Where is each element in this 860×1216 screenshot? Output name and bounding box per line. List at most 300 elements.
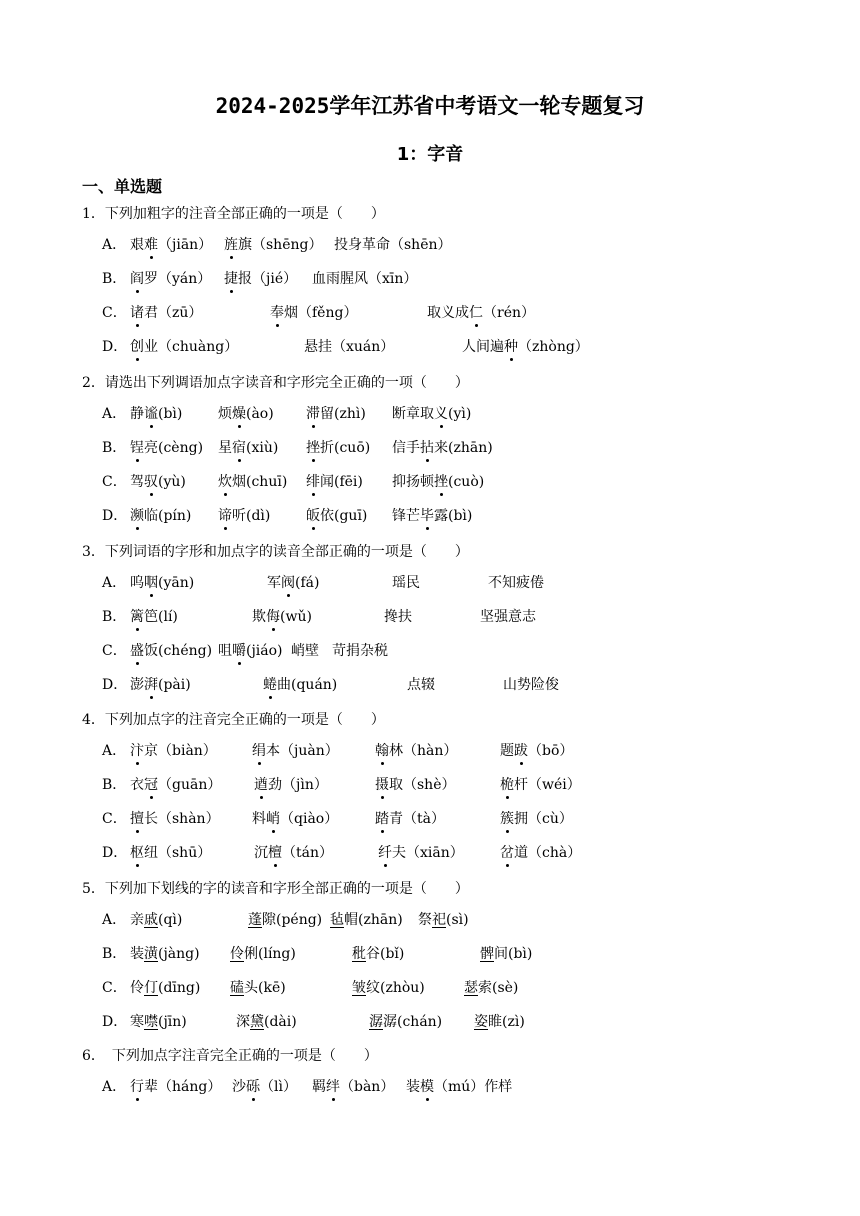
option-term [407,674,435,694]
term-text: 潺(chán) [383,1014,443,1030]
dotted-char: 阎 [130,268,144,288]
dotted-char: 谛 [218,505,232,525]
option-term [130,909,182,929]
term-text: (qì) [158,912,183,928]
dotted-char: 翰 [375,740,389,760]
option-letter: B． [102,271,127,287]
term-text: 青（tà） [389,811,445,827]
term-text: 烟（fěng） [284,305,358,321]
underlined-char: 磕 [230,980,244,996]
dotted-char: 峭 [266,808,280,828]
option-term [230,943,296,963]
term-text: (bì) [158,406,183,422]
dotted-char: 种 [504,336,518,356]
term-text: 间(bì) [494,946,533,962]
option-term [500,774,581,794]
term-text: 睢(zì) [488,1014,525,1030]
dotted-char: 宿 [232,437,246,457]
underlined-char: 仃 [144,980,158,996]
option-term [462,336,589,356]
dotted-char: 奉 [270,302,284,322]
term-text: (cuò) [448,474,485,490]
dotted-char: 毕 [420,505,434,525]
term-text: 寒 [130,1014,144,1030]
term-text: 纹(zhòu) [366,980,425,996]
term-text: 亲 [130,912,144,928]
option-term [254,842,333,862]
term-text: 道（chà） [514,845,582,861]
term-text: 亮(cèng) [144,440,204,456]
term-text: 烟(chuī) [232,474,288,490]
term-text: （bō） [528,743,574,759]
dotted-char: 模 [420,1076,434,1096]
term-text: 衣 [130,777,144,793]
option-term [418,909,469,929]
page-title: 2024-2025学年江苏省中考语文一轮专题复习 [215,94,645,118]
answer-option [102,234,802,258]
answer-option [102,842,802,866]
option-term [500,740,573,760]
underlined-char: 皱 [352,980,366,996]
term-text: 深 [236,1014,250,1030]
answer-option [102,505,802,529]
option-term [392,505,472,525]
term-text: 临(pín) [144,508,192,524]
option-term [480,606,536,626]
option-term [375,774,456,794]
term-text: (pài) [158,677,191,693]
option-letter: A． [102,406,127,422]
term-text: （qiào） [280,811,339,827]
answer-option [102,403,802,427]
dotted-char: 盛 [130,640,144,660]
term-text: 夫（xiān） [392,845,464,861]
dotted-char: 侮 [266,606,280,626]
option-term [503,674,559,694]
term-text: 帽(zhān) [344,912,403,928]
option-letter: A． [102,912,127,928]
term-text: 羁 [312,1079,326,1095]
term-text: 澎 [130,677,144,693]
underlined-char: 蓬 [248,912,262,928]
answer-option [102,437,802,461]
answer-option [102,572,802,596]
option-letter: A． [102,1079,127,1095]
option-term [130,774,221,794]
answer-option [102,740,802,764]
term-text: （guān） [158,777,222,793]
option-term [224,234,322,254]
option-term [352,977,425,997]
underlined-char: 瑟 [464,980,478,996]
term-text: 艰 [130,237,144,253]
option-term [130,572,194,592]
term-text: 锋芒 [392,508,420,524]
dotted-char: 砾 [246,1076,260,1096]
question-stem: 6． 下列加点字注音完全正确的一项是（ ） [82,1048,378,1064]
option-term [230,977,286,997]
term-text: 驾 [130,474,144,490]
term-text: 长（shàn） [144,811,220,827]
dotted-char: 阀 [281,572,295,592]
option-term [384,606,412,626]
term-text: (jīn) [158,1014,187,1030]
option-term [334,234,452,254]
term-text: （lì） [260,1079,297,1095]
question-stem: 1．下列加粗字的注音全部正确的一项是（ ） [82,206,385,222]
option-letter: C． [102,474,127,490]
question-stem: 4．下列加点字的注音完全正确的一项是（ ） [82,712,385,728]
dotted-char: 汴 [130,740,144,760]
term-text: (yān) [158,575,195,591]
option-term [500,842,581,862]
dotted-char: 绯 [306,471,320,491]
option-term [488,572,544,592]
term-text: 军 [267,575,281,591]
term-text: 欺 [252,609,266,625]
underlined-char: 潺 [369,1014,383,1030]
term-text: 人间遍 [462,339,504,355]
page-subtitle: 1：字音 [396,144,464,165]
term-text: 曲(quán) [277,677,338,693]
question-stem: 5．下列加下划线的字的读音和字形全部正确的一项是（ ） [82,881,469,897]
dotted-char: 跋 [514,740,528,760]
term-text: 京（biàn） [144,743,217,759]
option-letter: B． [102,609,127,625]
option-term [304,336,394,356]
option-term [306,471,363,491]
option-term [474,1011,525,1031]
option-term [130,1011,187,1031]
term-text: 辈（háng） [144,1079,222,1095]
term-text: 闻(fēi) [320,474,363,490]
dotted-char: 蜷 [263,674,277,694]
dotted-char: 拈 [420,437,434,457]
option-term [427,302,535,322]
option-term [130,808,220,828]
term-text: （rén） [483,305,535,321]
term-text: (jàng) [158,946,200,962]
term-text: 悬挂（xuán） [304,339,395,355]
answer-option [102,909,802,933]
term-text: 来(zhān) [434,440,493,456]
term-text: 俐(líng) [244,946,296,962]
term-text: (dīng) [158,980,201,996]
option-letter: D． [102,677,128,693]
term-text: (wǔ) [280,609,312,625]
dotted-char: 摄 [375,774,389,794]
option-term [267,572,319,592]
option-term [218,505,270,525]
term-text: 血雨腥 [312,271,354,287]
term-text: 断章取 [392,406,434,422]
option-term [218,640,283,660]
option-term [232,1076,297,1096]
option-term [248,909,322,929]
dotted-char: 嚼 [232,640,246,660]
answer-option [102,1076,802,1100]
term-text: (xiù) [246,440,279,456]
option-term [352,943,404,963]
option-term [375,740,457,760]
term-text: 拥（cù） [514,811,573,827]
option-letter: B． [102,440,127,456]
dotted-char: 燥 [232,403,246,423]
option-term [130,403,182,423]
option-term [130,943,200,963]
dotted-char: 篱 [130,606,144,626]
option-term [375,808,445,828]
underlined-char: 潢 [144,946,158,962]
option-term [500,808,573,828]
term-text: 瑶民 [392,575,420,591]
option-letter: C． [102,305,127,321]
term-text: （jiān） [158,237,213,253]
term-text: （tán） [282,845,333,861]
option-term [130,302,202,322]
term-text: 林（hàn） [389,743,458,759]
option-term [130,234,212,254]
term-text: 料 [252,811,266,827]
dotted-char: 擅 [130,808,144,828]
dotted-char: 炊 [218,471,232,491]
question-stem: 3．下列词语的字形和加点字的读音全部正确的一项是（ ） [82,544,469,560]
underlined-char: 髀 [480,946,494,962]
option-term [312,1076,394,1096]
option-term [306,403,366,423]
dotted-char: 桅 [500,774,514,794]
dotted-char: 绢 [252,740,266,760]
term-text: 取（shè） [389,777,456,793]
option-term [406,1076,512,1096]
option-term [378,842,464,862]
dotted-char: 旌 [224,234,238,254]
dotted-char: 纤 [378,842,392,862]
term-text: 劲（jìn） [268,777,328,793]
term-text: 搀扶 [384,609,412,625]
option-letter: D． [102,845,128,861]
answer-option [102,640,802,664]
option-term [252,808,338,828]
term-text: 取义成 [427,305,469,321]
question-stem: 2．请选出下列调语加点字读音和字形完全正确的一项（ ） [82,375,469,391]
term-text: 露(bì) [434,508,473,524]
term-text: 罗（yán） [144,271,212,287]
term-text: 饭(chéng) [144,643,213,659]
term-text: 咀 [218,643,232,659]
term-text: 听(dì) [232,508,271,524]
term-text: 烦 [218,406,232,422]
option-term [218,471,287,491]
answer-option [102,606,802,630]
option-letter: A． [102,575,127,591]
term-text: (yì) [448,406,472,422]
option-term [312,268,417,288]
term-text: 祭 [418,912,432,928]
section-heading: 一、单选题 [82,177,163,196]
option-term [306,437,370,457]
term-text: 坚强意志 [480,609,536,625]
option-term [130,336,238,356]
dotted-char: 湃 [144,674,158,694]
dotted-char: 遒 [254,774,268,794]
option-letter: D． [102,1014,128,1030]
dotted-char: 挫 [306,437,320,457]
answer-option [102,1011,802,1035]
option-term [130,674,191,694]
option-term [291,640,319,660]
dotted-char: 谧 [144,403,158,423]
option-term [130,606,178,626]
dotted-char: 行 [130,1076,144,1096]
term-text: 报（jié） [238,271,298,287]
option-term [130,977,200,997]
term-text: （bàn） [340,1079,395,1095]
term-text: 谷(bǐ) [366,946,405,962]
underlined-char: 姿 [474,1014,488,1030]
option-term [236,1011,297,1031]
term-text: 静 [130,406,144,422]
option-term [306,505,367,525]
term-text: 题 [500,743,514,759]
dotted-char: 皈 [306,505,320,525]
term-text: (fá) [295,575,320,591]
option-term [218,437,278,457]
option-term [263,674,337,694]
term-text: 苛捐杂税 [332,643,388,659]
option-term [130,505,191,525]
option-term [330,909,403,929]
option-term [130,268,211,288]
option-term [480,943,532,963]
underlined-char: 祀 [432,912,446,928]
term-text: 伶 [130,980,144,996]
term-text: 笆(lí) [144,609,178,625]
answer-option [102,943,802,967]
option-term [254,774,328,794]
underlined-char: 秕 [352,946,366,962]
answer-option [102,808,802,832]
term-text: 沙 [232,1079,246,1095]
option-term [218,403,274,423]
term-text: 星 [218,440,232,456]
answer-option [102,302,802,326]
option-term [224,268,297,288]
option-letter: B． [102,946,127,962]
term-text: 头(kē) [244,980,286,996]
term-text: 沉 [254,845,268,861]
term-text: 纽（shū） [144,845,212,861]
term-text: 点辍 [407,677,435,693]
option-letter: C． [102,811,127,827]
option-letter: A． [102,237,127,253]
underlined-char: 黛 [250,1014,264,1030]
option-term [130,471,186,491]
term-text: （zhòng） [518,339,589,355]
option-term [464,977,518,997]
dotted-char: 义 [434,403,448,423]
underlined-char: 伶 [230,946,244,962]
term-text: 装 [406,1079,420,1095]
term-text: 本（juàn） [266,743,339,759]
dotted-char: 锃 [130,437,144,457]
term-text: 投身革命（shēn） [334,237,452,253]
option-term [392,403,471,423]
option-term [130,740,217,760]
dotted-char: 捷 [224,268,238,288]
option-letter: D． [102,508,128,524]
term-text: 信手 [392,440,420,456]
option-letter: C． [102,980,127,996]
term-text: 业（chuàng） [144,339,239,355]
option-term [369,1011,442,1031]
option-term [392,572,420,592]
option-term [392,471,484,491]
option-term [332,640,388,660]
term-text: 杆（wéi） [514,777,581,793]
underlined-char: 毡 [330,912,344,928]
option-term [130,1076,221,1096]
dotted-char: 冠 [144,774,158,794]
term-text: 隙(péng) [262,912,323,928]
option-term [252,740,339,760]
term-text: 装 [130,946,144,962]
dotted-char: 仁 [469,302,483,322]
option-term [130,842,211,862]
underlined-char: 噤 [144,1014,158,1030]
option-term [130,437,203,457]
term-text: 峭壁 [291,643,319,659]
term-text: (dài) [264,1014,297,1030]
term-text: (jiáo) [246,643,283,659]
option-letter: A． [102,743,127,759]
term-text: (ào) [246,406,274,422]
dotted-char: 诸 [130,302,144,322]
dotted-char: 濒 [130,505,144,525]
term-text: 呜 [130,575,144,591]
option-term [392,437,493,457]
answer-option [102,336,802,360]
dotted-char: 滞 [306,403,320,423]
answer-option [102,977,802,1001]
dotted-char: 踏 [375,808,389,828]
term-text: 旗（shēng） [238,237,323,253]
term-text: (yù) [158,474,186,490]
dotted-char: 岔 [500,842,514,862]
dotted-char: 咽 [144,572,158,592]
dotted-char: 挫 [434,471,448,491]
dotted-char: 枢 [130,842,144,862]
answer-option [102,774,802,798]
term-text: （mú）作样 [434,1079,513,1095]
answer-option [102,674,802,698]
term-text: 不知疲倦 [488,575,544,591]
underlined-char: 戚 [144,912,158,928]
term-text: 抑扬顿 [392,474,434,490]
term-text: 索(sè) [478,980,519,996]
dotted-char: 檀 [268,842,282,862]
option-letter: C． [102,643,127,659]
term-text: 折(cuō) [320,440,371,456]
option-term [252,606,312,626]
answer-option [102,471,802,495]
dotted-char: 创 [130,336,144,356]
option-letter: B． [102,777,127,793]
option-term [270,302,357,322]
term-text: 山势险俊 [503,677,559,693]
answer-option [102,268,802,292]
term-text: (sì) [446,912,469,928]
